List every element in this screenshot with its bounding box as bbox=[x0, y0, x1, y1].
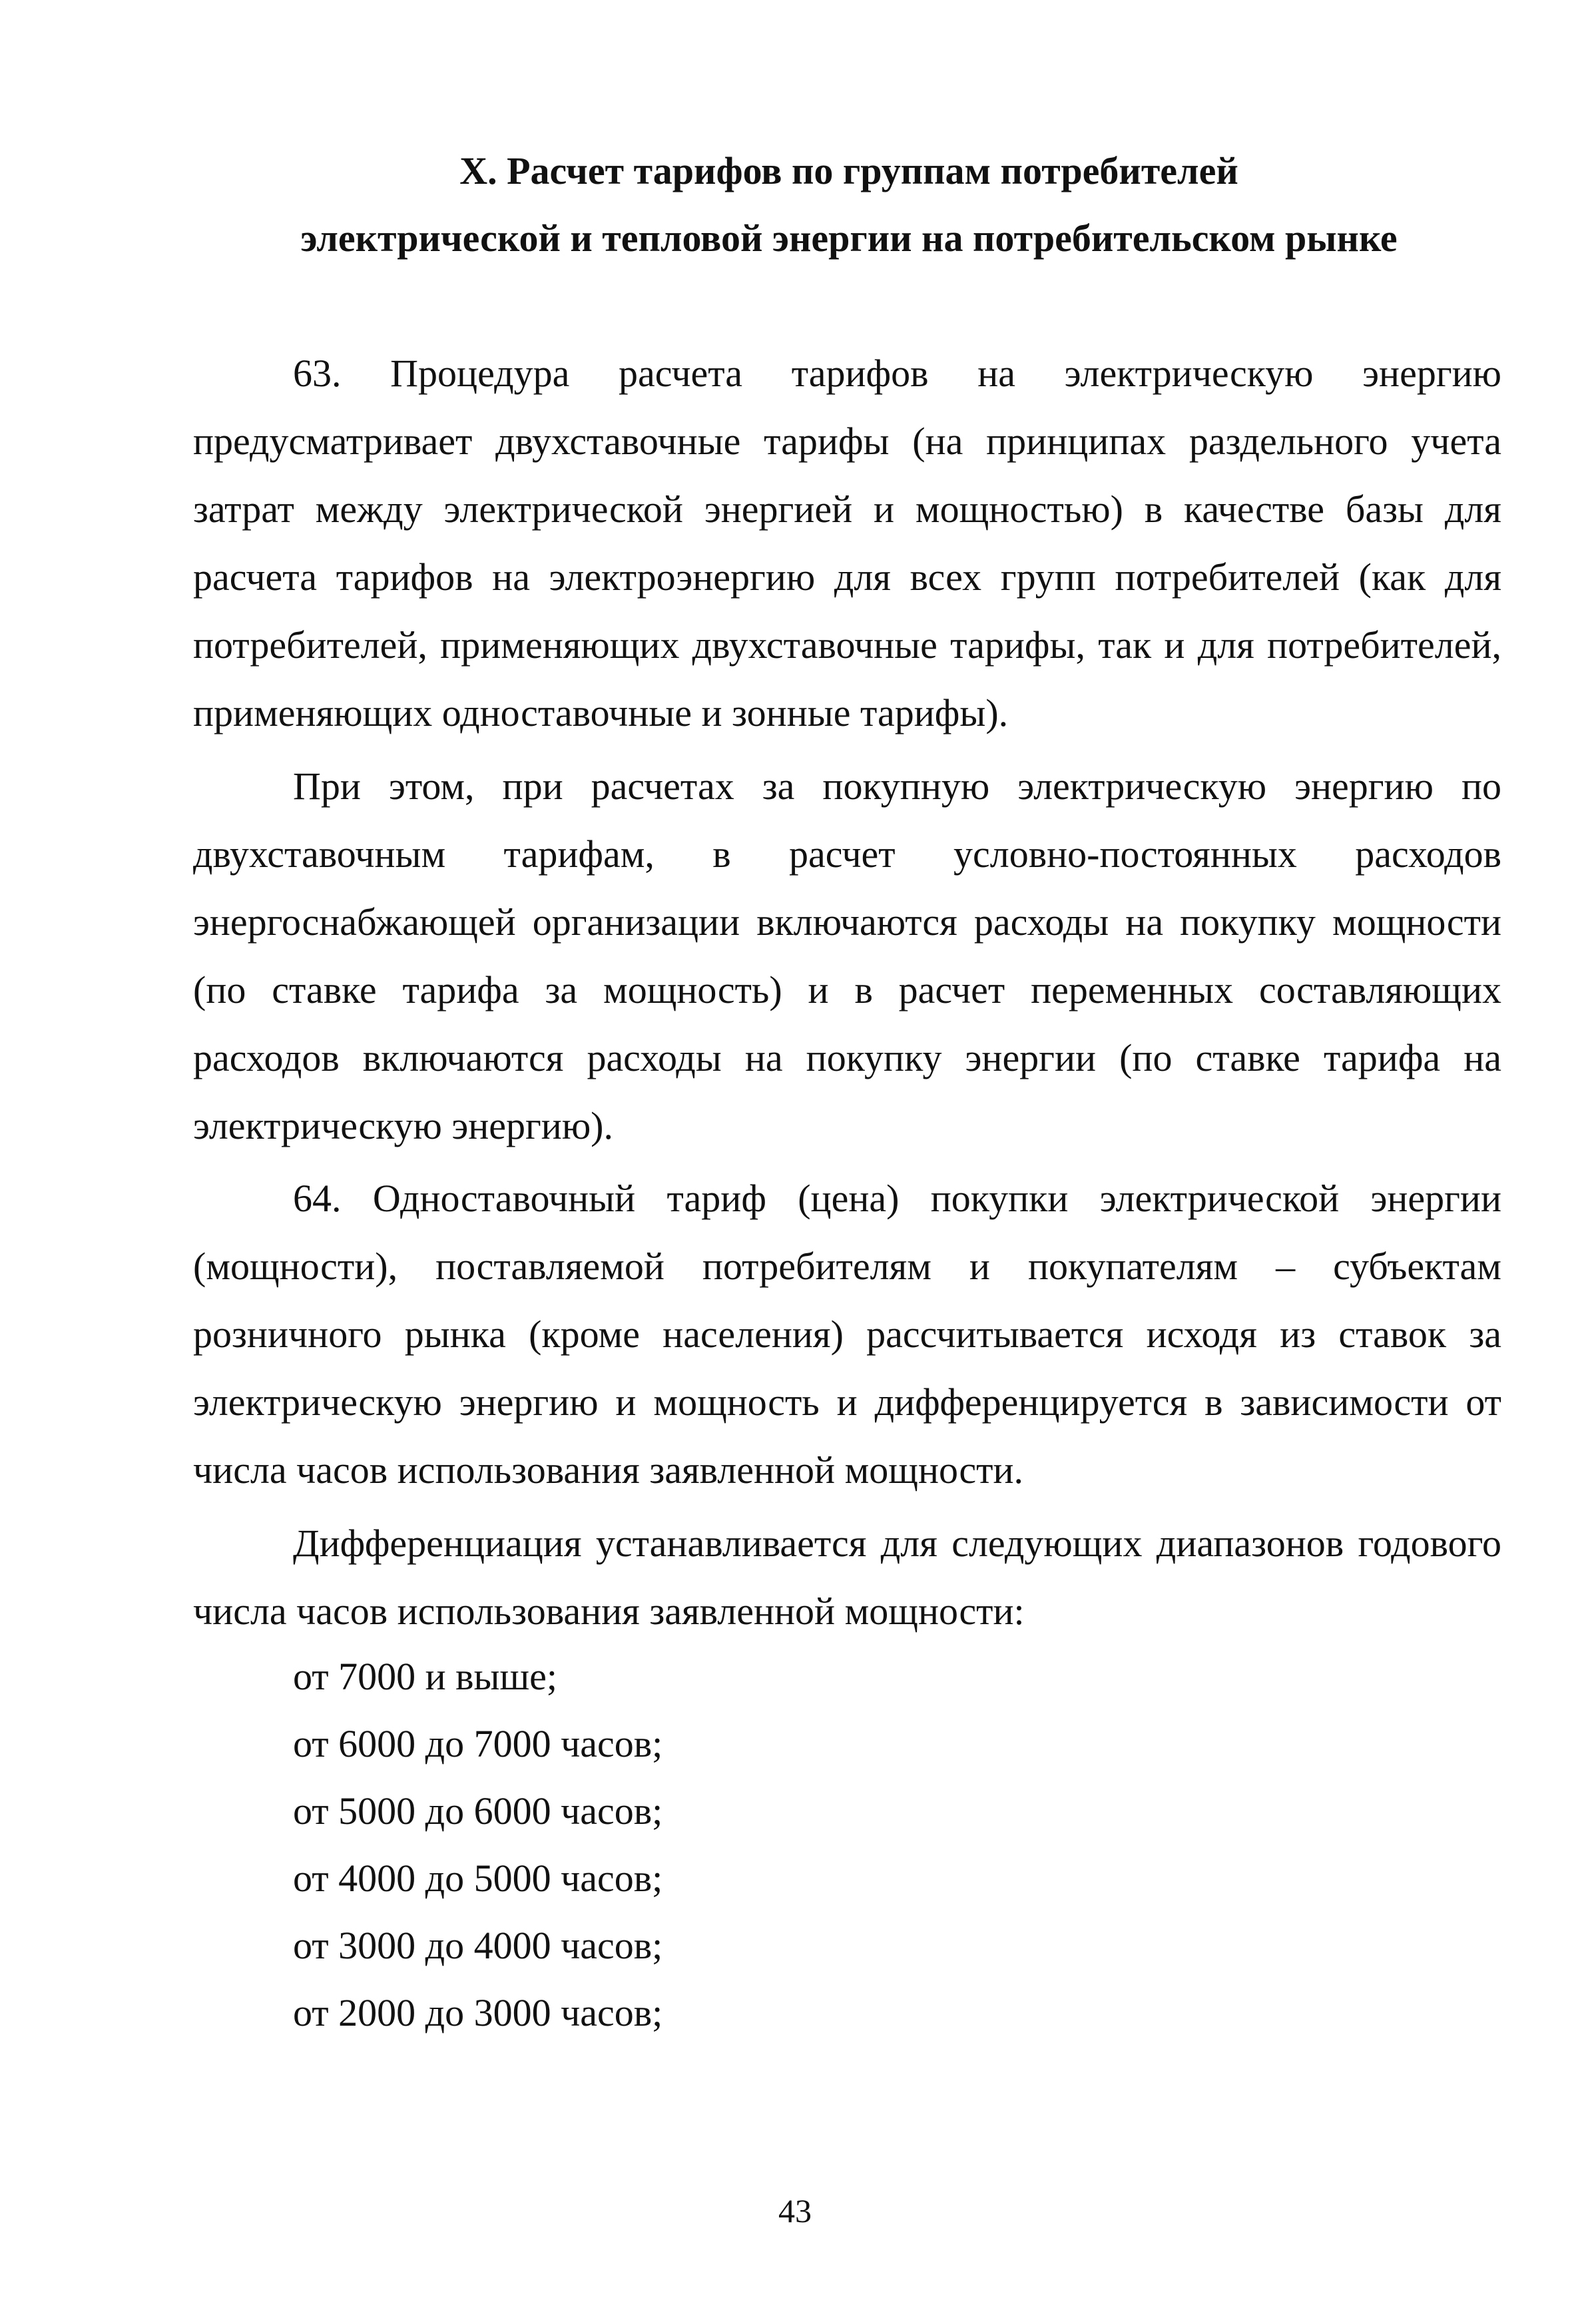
section-title-line-2: электрической и тепловой энергии на потребительском рынке bbox=[300, 216, 1398, 260]
hours-range-list bbox=[293, 1643, 662, 2046]
list-item: от 5000 до 6000 часов; bbox=[293, 1789, 663, 1833]
paragraph-63: 63. Процедура расчета тарифов на электрическую энергию предусматривает двухставочные тарифы (на принципах раздельного учета затрат между электрической энергией и мощностью) в качестве базы для расчета тарифов на электроэнергию для всех групп потребителей (как для потребителей, применяющих двухставочные тарифы, так и для потребителей, применяющих одноставочные и зонные тарифы). bbox=[193, 352, 1501, 734]
paragraph-purchase-energy: При этом, при расчетах за покупную электрическую энергию по двухставочным тарифам, в расчет условно-постоянных расходов энергоснабжающей организации включаются расходы на покупку мощности (по ставке тарифа за мощность) и в расчет переменных составляющих расходов включаются расходы на покупку энергии (по ставке тарифа на электрическую энергию). bbox=[193, 764, 1501, 1147]
list-item: от 6000 до 7000 часов; bbox=[293, 1722, 663, 1765]
page-number: 43 bbox=[778, 2192, 812, 2229]
list-item: от 2000 до 3000 часов; bbox=[293, 1991, 663, 2034]
list-item: от 7000 и выше; bbox=[293, 1655, 557, 1698]
section-title-line-1: X. Расчет тарифов по группам потребителей bbox=[459, 149, 1238, 192]
paragraph-64: 64. Одноставочный тариф (цена) покупки электрической энергии (мощности), поставляемой потребителям и покупателям – субъектам розничного рынка (кроме населения) рассчитывается исходя из ставок за электрическую энергию и мощность и дифференцируется в зависимости от числа часов использования заявленной мощности. bbox=[193, 1177, 1501, 1492]
list-item: от 3000 до 4000 часов; bbox=[293, 1924, 663, 1967]
paragraph-differentiation: Дифференциация устанавливается для следующих диапазонов годового числа часов использования заявленной мощности: bbox=[193, 1522, 1501, 1633]
list-item: от 4000 до 5000 часов; bbox=[293, 1857, 663, 1900]
